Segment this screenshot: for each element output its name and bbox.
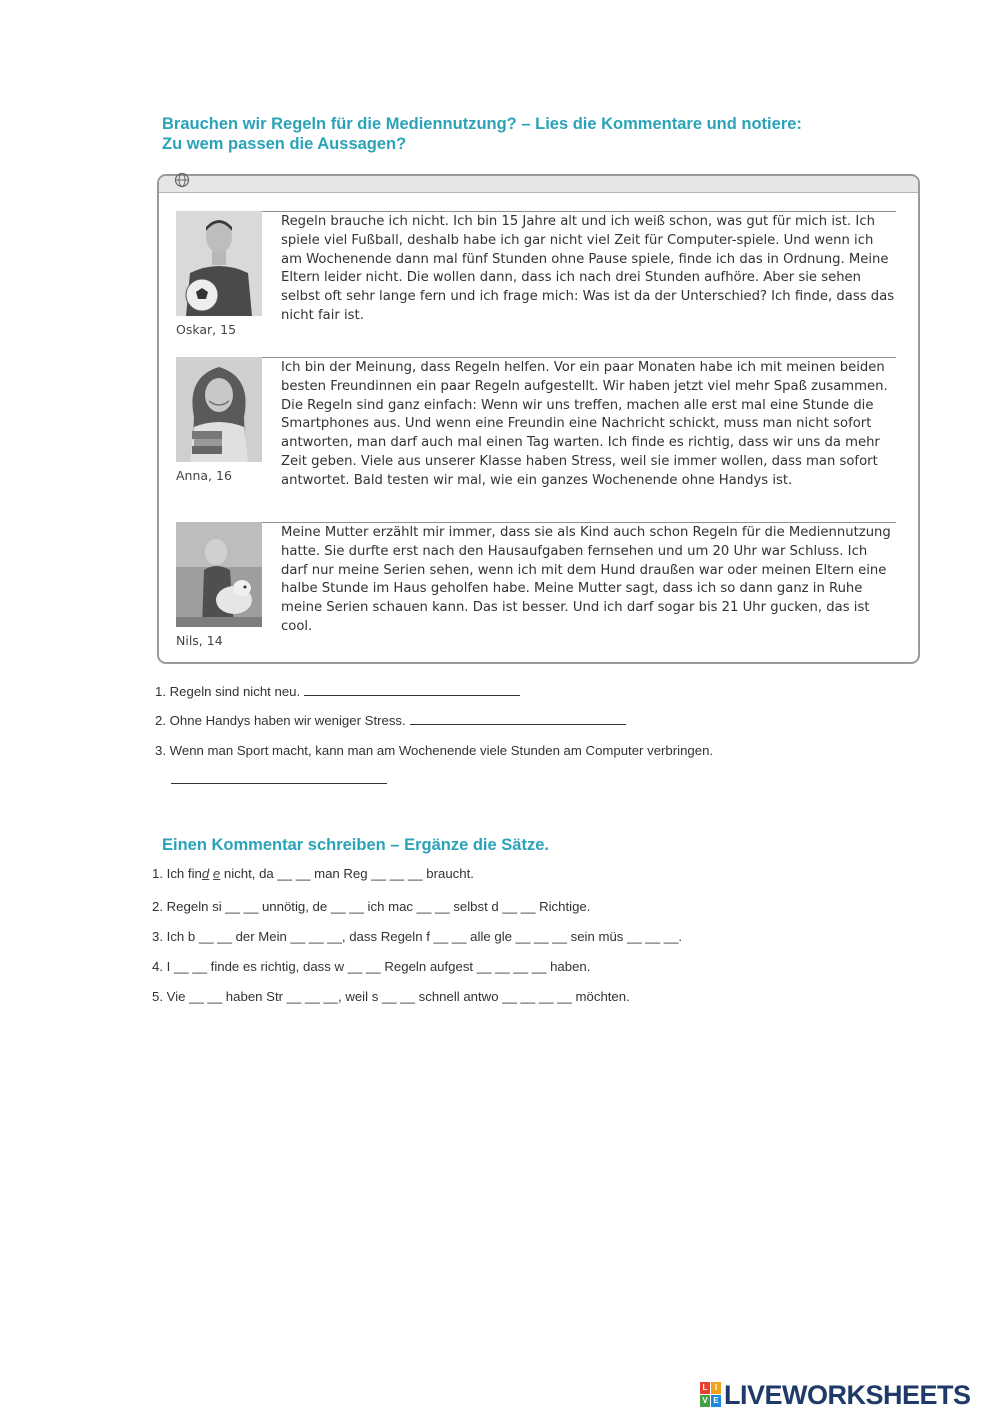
comment-divider: [262, 522, 896, 523]
task1-heading: [162, 114, 882, 154]
oskar-caption: Oskar, 15: [176, 322, 237, 337]
logo-mark-v: V: [700, 1395, 710, 1407]
gap-1-blank-3[interactable]: __ __ __: [371, 866, 423, 881]
statement-1: [155, 682, 520, 699]
nils-text: Meine Mutter erzählt mir immer, dass sie als Kind auch schon Regeln für die Mediennutzung hatte. Sie durfte erst nach den Hausaufgaben fernsehen und um 20 Uhr war Schluss. Ich darf nur meine Serien sehen, wenn ich mit dem Hund draußen war oder meinen Eltern eine halbe Stunde im Haus geholfen habe. Meine Mutter sagt, dass ich so dann ganz in Ruhe meine Serien schauen kann. Das ist besser. Und ich darf sogar bis 21 Uhr gucken, das ist cool.: [281, 525, 891, 634]
comments-box-band: [159, 176, 918, 193]
oskar-text: Regeln brauche ich nicht. Ich bin 15 Jahre alt und ich weiß schon, was gut für mich ist. Ich spiele viel Fußball, deshalb habe ich gar nicht viel Zeit für Computer-spiele. Und wenn ich am Wochenende dann mal fünf Stunden ohne Pause spiele, finde ich das in Ordnung. Meine Eltern leider nicht. Die wollen dann, dass ich nach drei Stunden aufhöre. Aber sie sehen selbst oft sehr lange fern und ich frage mich: Was ist da der Unterschied? Ich finde, dass das nicht fair ist.: [281, 214, 895, 323]
statement-1-answer-field[interactable]: [304, 682, 520, 696]
liveworksheets-logo-mark-icon: [700, 1382, 722, 1408]
comment-divider: [262, 357, 896, 358]
gap-1-blank-2[interactable]: __ __: [277, 866, 311, 881]
gap-sentence-1: [152, 866, 474, 881]
gap-sentence-3[interactable]: 3. Ich b __ __ der Mein __ __ __, dass Regeln f __ __ alle gle __ __ __ sein müs __ __ __.: [152, 929, 683, 944]
nils-photo: [176, 522, 262, 627]
anna-photo: [176, 357, 262, 462]
logo-mark-l: L: [700, 1382, 710, 1394]
statement-3-text: 3. Wenn man Sport macht, kann man am Wochenende viele Stunden am Computer verbringen.: [155, 743, 714, 758]
statement-3: [155, 743, 713, 758]
task1-heading-line2: Zu wem passen die Aussagen?: [162, 135, 407, 153]
boy-with-dog-photo-icon: [176, 522, 262, 627]
anna-text: Ich bin der Meinung, dass Regeln helfen. Vor ein paar Monaten habe ich mit meinen beiden besten Freundinnen ein paar Regeln aufgestellt. Wir haben jetzt viel mehr Spaß zusammen. Die Regeln sind ganz einfach: Wenn wir uns treffen, machen alle erst mal eine Stunde die Smartphones aus. Und wenn eine Freundin eine Nachricht schickt, muss man nicht sofort antworten, man darf auch mal einen Tag warten. Ich finde es richtig, dass wir uns da mehr Zeit geben. Viele aus unserer Klasse haben Stress, weil sie immer wollen, dass man sofort antwortet. Bald testen wir mal, wie ein ganzes Wochenende ohne Handys ist.: [281, 360, 888, 488]
boy-with-football-photo-icon: [176, 211, 262, 316]
logo-mark-e: E: [711, 1395, 721, 1407]
gap-sentence-4[interactable]: 4. I __ __ finde es richtig, dass w __ __ Regeln aufgest __ __ __ __ haben.: [152, 959, 591, 974]
girl-with-books-photo-icon: [176, 357, 262, 462]
gap-sentence-5[interactable]: 5. Vie __ __ haben Str __ __ __, weil s __ __ schnell antwo __ __ __ __ möchten.: [152, 989, 630, 1004]
gap-sentence-1-part: man Reg: [310, 866, 372, 881]
gap-sentence-2[interactable]: 2. Regeln si __ __ unnötig, de __ __ ich mac __ __ selbst d __ __ Richtige.: [152, 899, 591, 914]
statement-2-answer-field[interactable]: [410, 711, 626, 725]
oskar-photo: [176, 211, 262, 316]
comment-divider: [262, 211, 896, 212]
liveworksheets-logo: [700, 1378, 971, 1412]
gap-sentence-1-part: 1. Ich fin: [152, 866, 202, 881]
nils-caption: Nils, 14: [176, 633, 223, 648]
globe-icon: [174, 172, 190, 188]
anna-caption: Anna, 16: [176, 468, 232, 483]
logo-mark-i: I: [711, 1382, 721, 1394]
liveworksheets-logo-text: LIVEWORKSHEETS: [724, 1379, 971, 1410]
gap-1-answer-e[interactable]: e: [212, 866, 221, 881]
statement-3-answer-field[interactable]: [171, 783, 387, 784]
task2-heading: Einen Kommentar schreiben – Ergänze die Sätze.: [162, 836, 549, 854]
gap-1-answer-d[interactable]: d: [201, 866, 210, 881]
statement-2-text: 2. Ohne Handys haben wir weniger Stress.: [155, 713, 406, 728]
gap-sentence-1-part: braucht.: [422, 866, 474, 881]
task1-heading-line1: Brauchen wir Regeln für die Mediennutzung? – Lies die Kommentare und notiere:: [162, 115, 802, 133]
statement-2: [155, 711, 626, 728]
gap-sentence-1-part: nicht, da: [220, 866, 278, 881]
statement-1-text: 1. Regeln sind nicht neu.: [155, 684, 301, 699]
